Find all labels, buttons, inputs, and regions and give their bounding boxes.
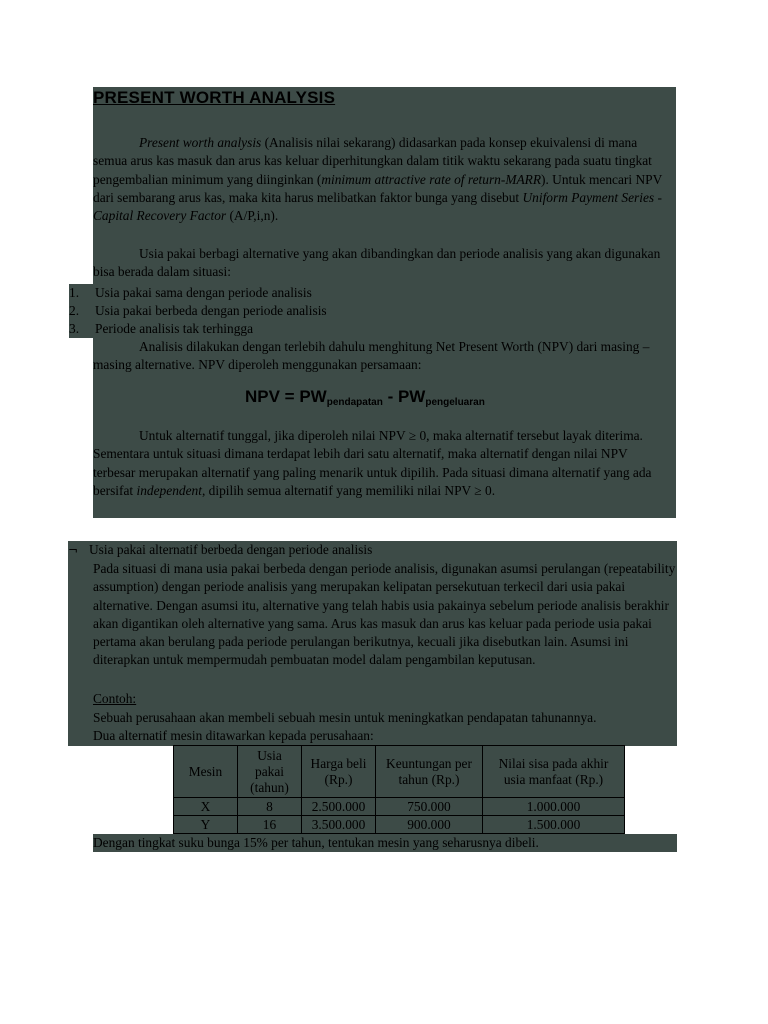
paragraph-npv-text: Analisis dilakukan dengan terlebih dahulu menghitung Net Present Worth (NPV) dari masing – masing alternative. NPV diperoleh menggunakan persamaan: <box>93 339 650 373</box>
table-cell: 1.000.000 <box>483 798 625 816</box>
bullet-icon: ¬ <box>68 543 79 557</box>
term-factor: Uniform Payment Series - Capital Recovery Factor <box>93 189 662 224</box>
list-item <box>69 302 327 320</box>
paragraph-intro-text-c: (A/P,i,n). <box>226 208 279 224</box>
equation-mid: - PW <box>382 387 426 406</box>
final-question: Dengan tingkat suku bunga 15% per tahun, tentukan mesin yang seharusnya dibeli. <box>93 835 539 850</box>
paragraph-situations-text: Usia pakai berbagi alternative yang akan dibandingkan dan periode analisis yang akan digunakan bisa berada dalam situasi: <box>93 246 661 280</box>
list-number: 2. <box>69 303 80 318</box>
paragraph-intro-text-a: (Analisis nilai sekarang) didasarkan pada konsep ekuivalensi di mana semua arus kas masuk dan arus kas keluar diperhitungkan dalam titik waktu sekarang pada suatu tingkat pengembalian minimum yang diinginkan ( <box>93 135 652 187</box>
list-text: Periode analisis tak terhingga <box>95 321 254 336</box>
paragraph-repeatability: Pada situasi di mana usia pakai berbeda dengan periode analisis, digunakan asumsi perulangan (repeatability assumption) dengan periode analisis yang merupakan kelipatan persekutuan terkecil dari usia pakai alternative. Dengan asumsi itu, alternative yang telah habis usia pakainya sebelum periode analisis berakhir akan digantikan oleh alternative yang sama. Arus kas masuk dan arus kas keluar pada periode usia pakai pertama akan berulang pada periode perulangan berikutnya, kecuali jika disebutkan lain. Asumsi ini diterapkan untuk mempermudah pembuatan model dalam pengambilan keputusan. <box>93 561 676 668</box>
term-marr: minimum attractive rate of return-MARR <box>321 171 542 187</box>
term-independent: independent <box>136 482 202 498</box>
table-header: Nilai sisa pada akhir usia manfaat (Rp.) <box>483 746 625 798</box>
machine-table <box>173 745 625 834</box>
table-header-row <box>174 746 625 798</box>
paragraph-intro <box>93 134 673 225</box>
table-cell: 8 <box>238 798 302 816</box>
table-cell: 900.000 <box>376 816 483 834</box>
table-cell: 3.500.000 <box>302 816 376 834</box>
table-row <box>174 798 625 816</box>
table-cell: 1.500.000 <box>483 816 625 834</box>
list-item <box>69 320 253 338</box>
table-cell: X <box>174 798 238 816</box>
list-item <box>69 284 312 302</box>
paragraph-decision-text-b: , dipilih semua alternatif yang memiliki nilai NPV ≥ 0. <box>201 482 496 498</box>
paragraph-intro-text-b: ). Untuk mencari NPV dari sembarang arus kas, maka kita harus melibatkan faktor bunga yang disebut <box>93 171 663 205</box>
table-header: Keuntungan per tahun (Rp.) <box>376 746 483 798</box>
table-row <box>174 816 625 834</box>
paragraph-npv <box>93 338 675 375</box>
section-heading <box>68 541 372 559</box>
table-cell: 750.000 <box>376 798 483 816</box>
paragraph-decision-text-a: Untuk alternatif tunggal, jika diperoleh nilai NPV ≥ 0, maka alternatif tersebut layak diterima. Sementara untuk situasi dimana terdapat lebih dari satu alternatif, maka alternatif dengan nilai NPV terbesar merupakan alternatif yang paling menarik untuk dipilih. Pada situasi dimana alternatif yang ada bersifat <box>93 428 652 498</box>
table-cell: 16 <box>238 816 302 834</box>
equation-lhs: NPV = PW <box>245 387 327 406</box>
table-header: Harga beli (Rp.) <box>302 746 376 798</box>
list-number: 1. <box>69 285 80 300</box>
table-cell: Y <box>174 816 238 834</box>
paragraph-situations <box>93 245 677 282</box>
npv-equation <box>245 387 485 408</box>
example-label: Contoh: <box>93 691 137 706</box>
list-text: Usia pakai berbeda dengan periode analisis <box>95 303 327 318</box>
paragraph-decision <box>93 427 673 500</box>
list-number: 3. <box>69 321 80 336</box>
example-line-2: Dua alternatif mesin ditawarkan kepada perusahaan: <box>93 728 374 743</box>
table-header: Usia pakai (tahun) <box>238 746 302 798</box>
example-line-1: Sebuah perusahaan akan membeli sebuah mesin untuk meningkatkan pendapatan tahunannya. <box>93 710 597 725</box>
page-title: PRESENT WORTH ANALYSIS <box>93 88 336 107</box>
section-heading-text: Usia pakai alternatif berbeda dengan periode analisis <box>89 542 373 557</box>
equation-sub-pengeluaran: pengeluaran <box>425 397 485 408</box>
table-header: Mesin <box>174 746 238 798</box>
term-present-worth: Present worth analysis <box>139 135 262 150</box>
list-text: Usia pakai sama dengan periode analisis <box>95 285 312 300</box>
equation-sub-pendapatan: pendapatan <box>326 397 383 408</box>
table-cell: 2.500.000 <box>302 798 376 816</box>
